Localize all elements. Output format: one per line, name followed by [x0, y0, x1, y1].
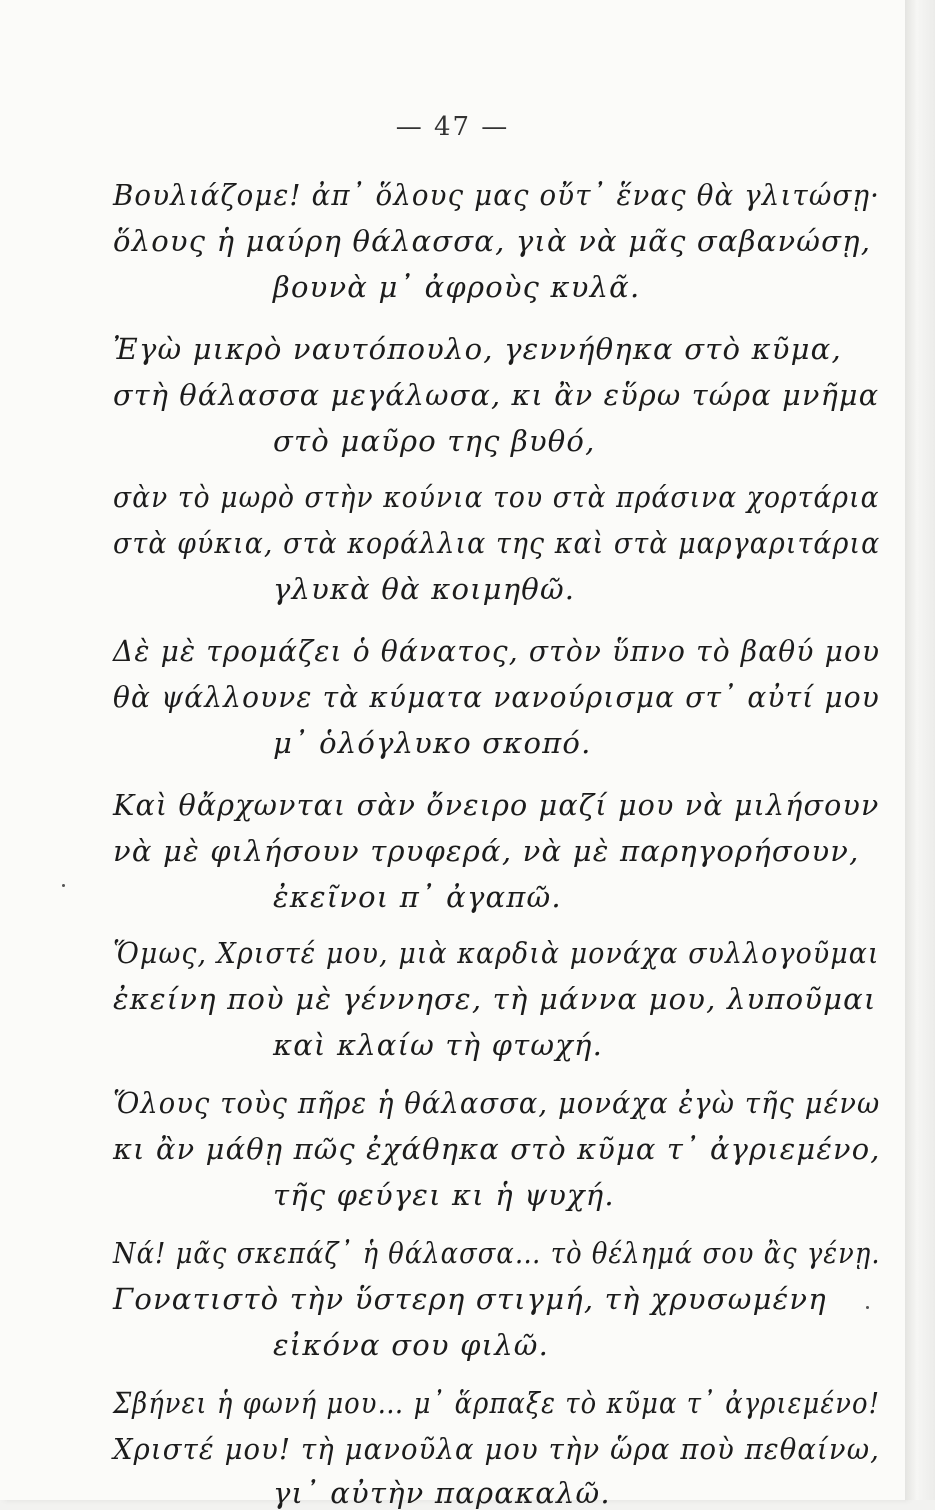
verse-line: Ἐγὼ μικρὸ ναυτόπουλο, γεννήθηκα στὸ κῦμα, — [113, 332, 842, 366]
verse-line: τῆς φεύγει κι ἡ ψυχή. — [273, 1178, 615, 1212]
verse-line: βουνὰ μ᾽ ἀφροὺς κυλᾶ. — [273, 270, 641, 304]
verse-line: εἰκόνα σου φιλῶ. — [273, 1328, 550, 1362]
verse-line: ἐκεῖνοι π᾽ ἀγαπῶ. — [273, 880, 562, 914]
page-edge — [905, 0, 935, 1500]
verse-line: σὰν τὸ μωρὸ στὴν κούνια του στὰ πράσινα χορτάρια — [113, 480, 880, 514]
verse-line: ἐκείνη ποὺ μὲ γέννησε, τὴ μάννα μου, λυποῦμαι — [113, 982, 877, 1016]
verse-line: καὶ κλαίω τὴ φτωχή. — [273, 1028, 604, 1062]
verse-line: θὰ ψάλλουνε τὰ κύματα νανούρισμα στ᾽ αὐτί μου — [113, 680, 880, 714]
verse-line: Γονατιστὸ τὴν ὕστερη στιγμή, τὴ χρυσωμένη — [113, 1282, 827, 1316]
verse-line: Νά! μᾶς σκεπάζ᾽ ἡ θάλασσα… τὸ θέλημά σου ἂς γένῃ. — [113, 1236, 881, 1270]
verse-line: Καὶ θἄρχωνται σὰν ὄνειρο μαζί μου νὰ μιλήσουν — [113, 788, 880, 822]
verse-line: Ὅμως, Χριστέ μου, μιὰ καρδιὰ μονάχα συλλογοῦμαι — [113, 936, 880, 970]
print-speck — [62, 884, 65, 887]
verse-line: γι᾽ αὐτὴν παρακαλῶ. — [273, 1476, 611, 1510]
verse-line: Ὅλους τοὺς πῆρε ἡ θάλασσα, μονάχα ἐγὼ τῆς μένω — [113, 1086, 881, 1120]
verse-line: νὰ μὲ φιλήσουν τρυφερά, νὰ μὲ παρηγορήσουν, — [113, 834, 860, 868]
page-number: — 47 — — [395, 112, 510, 142]
verse-line: κι ἂν μάθῃ πῶς ἐχάθηκα στὸ κῦμα τ᾽ ἀγριεμένο, — [113, 1132, 881, 1166]
verse-line: στὸ μαῦρο της βυθό, — [273, 424, 596, 458]
verse-line: μ᾽ ὁλόγλυκο σκοπό. — [273, 726, 592, 760]
verse-line: Δὲ μὲ τρομάζει ὁ θάνατος, στὸν ὕπνο τὸ βαθύ μου — [113, 634, 881, 668]
verse-line: Χριστέ μου! τὴ μανοῦλα μου τὴν ὥρα ποὺ πεθαίνω, — [113, 1432, 881, 1466]
verse-line: στὴ θάλασσα μεγάλωσα, κι ἂν εὕρω τώρα μνῆμα — [113, 378, 880, 412]
verse-line: ὅλους ἡ μαύρη θάλασσα, γιὰ νὰ μᾶς σαβανώσῃ, — [113, 224, 872, 258]
verse-line: Σβήνει ἡ φωνή μου… μ᾽ ἅρπαξε τὸ κῦμα τ᾽ ἀγριεμένο! — [113, 1386, 881, 1420]
print-speck — [866, 1306, 869, 1309]
verse-line: γλυκὰ θὰ κοιμηθῶ. — [273, 572, 576, 606]
verse-line: στὰ φύκια, στὰ κοράλλια της καὶ στὰ μαργαριτάρια — [113, 526, 881, 560]
verse-line: Βουλιάζομε! ἀπ᾽ ὅλους μας οὔτ᾽ ἕνας θὰ γλιτώσῃ· — [113, 178, 881, 212]
